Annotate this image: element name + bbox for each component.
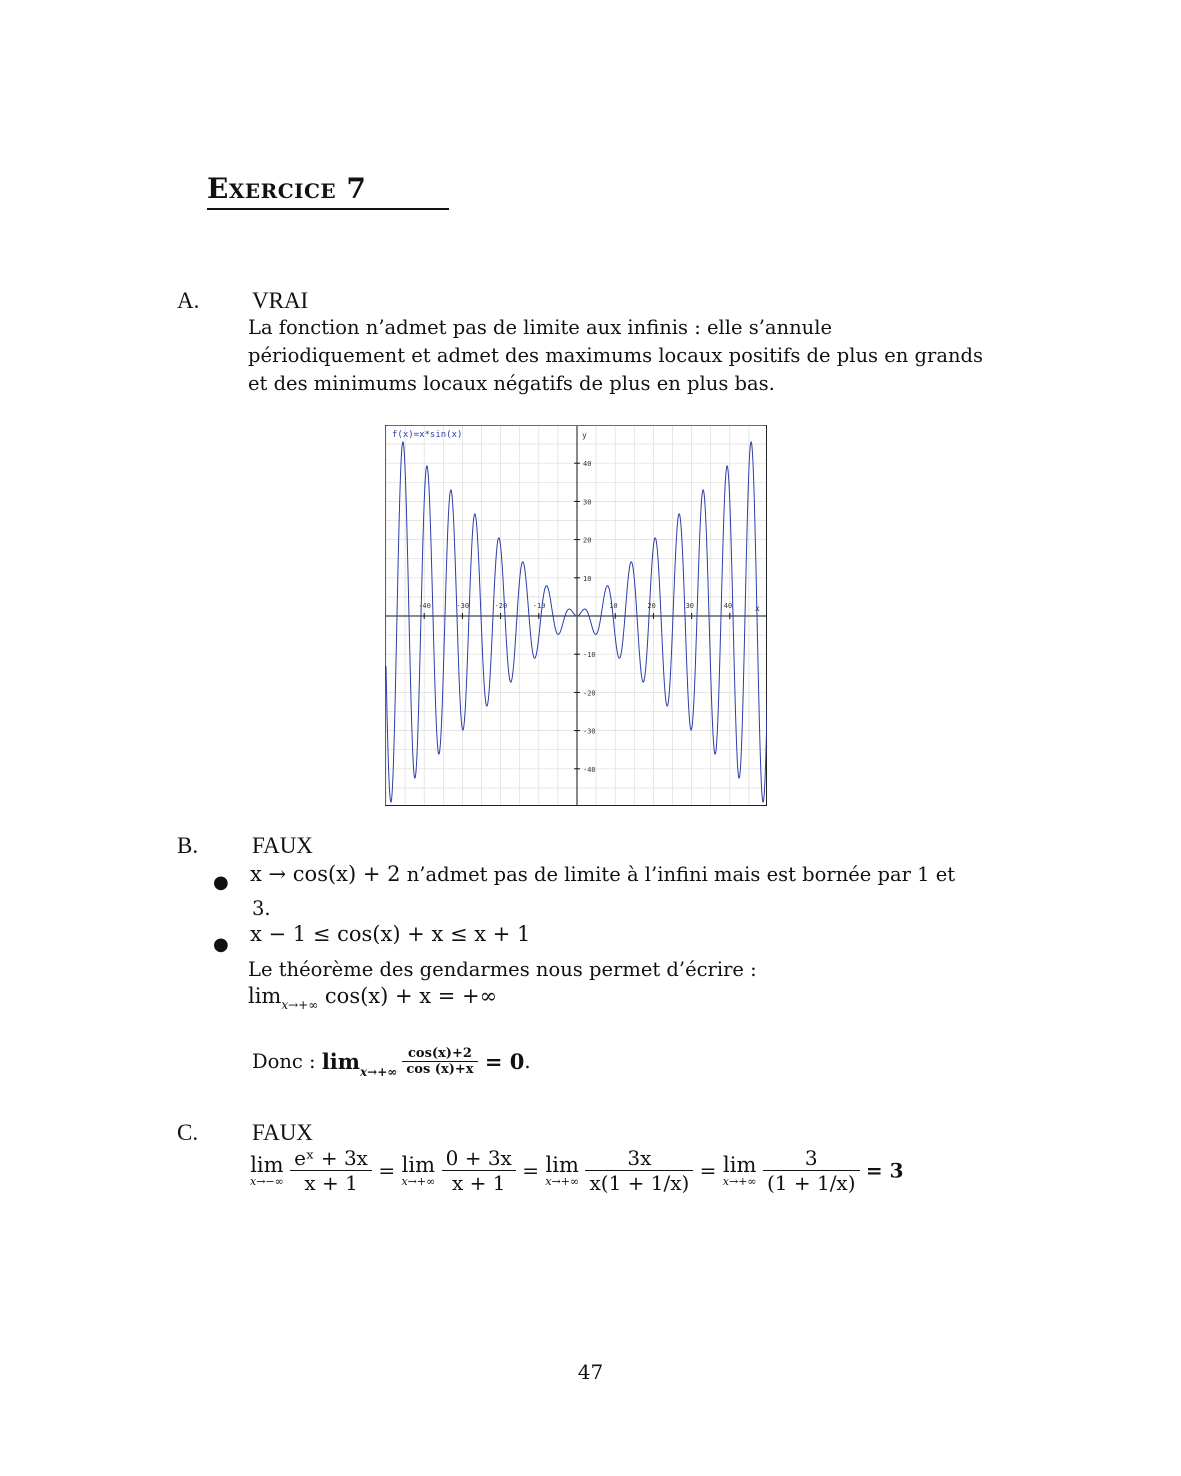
- function-plot: [385, 425, 767, 806]
- fraction-numerator: eˣ + 3x: [290, 1146, 372, 1171]
- paragraph-line: et des minimums locaux négatifs de plus en plus bas.: [248, 372, 775, 395]
- page-number: 47: [577, 1360, 604, 1384]
- limit-chain: [250, 1146, 904, 1195]
- donc-subscript: x→+∞: [360, 1065, 398, 1079]
- fraction: [763, 1146, 860, 1195]
- fraction: [585, 1146, 693, 1195]
- x-tick-label: 10: [609, 602, 618, 610]
- donc-period: .: [524, 1050, 531, 1073]
- lim-block: [401, 1154, 435, 1188]
- equals-sign: =: [378, 1158, 396, 1183]
- fraction: [442, 1146, 516, 1195]
- lim-block: [723, 1154, 757, 1188]
- section-a-verdict: VRAI: [252, 288, 309, 313]
- lim-subscript: x→+∞: [401, 1174, 436, 1188]
- section-c-letter: C.: [177, 1120, 199, 1145]
- x-tick-label: 40: [723, 602, 733, 610]
- donc-result: = 0: [477, 1049, 525, 1074]
- lim-word: lim: [248, 984, 282, 1008]
- section-b-verdict: FAUX: [252, 833, 313, 858]
- section-a-paragraph: [248, 314, 988, 398]
- fraction-denominator: x + 1: [304, 1171, 358, 1195]
- bullet2-inequality: x − 1 ≤ cos(x) + x ≤ x + 1: [250, 922, 531, 946]
- lim-word: lim: [401, 1152, 436, 1177]
- lim-subscript: x→+∞: [545, 1174, 580, 1188]
- y-axis-label: y: [582, 431, 587, 440]
- fraction-numerator: 0 + 3x: [442, 1146, 516, 1171]
- fraction-denominator: x + 1: [451, 1171, 506, 1195]
- lim-word: lim: [723, 1152, 757, 1177]
- x-tick-label: 20: [647, 602, 656, 610]
- y-tick-label: -10: [583, 651, 596, 660]
- donc-label: Donc :: [252, 1050, 322, 1073]
- x-tick-label: 30: [685, 602, 695, 610]
- section-c-verdict: FAUX: [252, 1120, 313, 1145]
- lim-block: [250, 1154, 284, 1188]
- fraction-denominator: (1 + 1/x): [766, 1171, 856, 1195]
- equals-sign: =: [699, 1158, 717, 1183]
- lim-subscript: x→+∞: [722, 1174, 757, 1188]
- x-tick-label: -10: [532, 602, 546, 610]
- paragraph-line: périodiquement et admet des maximums locaux positifs de plus en grands: [248, 344, 984, 367]
- lim-subscript: x→+∞: [281, 998, 319, 1012]
- bullet1-line: [250, 862, 955, 886]
- y-tick-label: 10: [583, 574, 592, 583]
- y-tick-label: -20: [583, 689, 596, 698]
- donc-line: [252, 1046, 531, 1079]
- fraction-numerator: 3: [763, 1146, 860, 1171]
- fraction-denominator: x(1 + 1/x): [589, 1171, 690, 1195]
- exercise-title: Exercice 7: [207, 172, 449, 210]
- bullet1-continuation: 3.: [252, 897, 271, 920]
- donc-fraction: [402, 1046, 477, 1077]
- y-tick-label: 40: [583, 460, 592, 469]
- bullet1-text: n’admet pas de limite à l’infini mais est bornée par 1 et: [400, 863, 956, 886]
- y-tick-label: -40: [583, 765, 596, 774]
- lim-subscript: x→−∞: [250, 1174, 284, 1188]
- donc-lim: lim: [321, 1049, 361, 1074]
- plot-title: f(x)=x*sin(x): [392, 430, 463, 440]
- paragraph-line: La fonction n’admet pas de limite aux infinis : elle s’annule: [248, 316, 833, 339]
- x-tick-label: -20: [494, 602, 508, 610]
- bullet1-math: x → cos(x) + 2: [250, 862, 401, 886]
- x-tick-label: -30: [456, 602, 470, 610]
- fraction: [290, 1146, 372, 1195]
- lim-word: lim: [545, 1152, 579, 1177]
- x-axis-label: x: [755, 604, 760, 613]
- lim-expression: cos(x) + x = +∞: [318, 984, 498, 1008]
- fraction-numerator: 3x: [585, 1146, 693, 1171]
- section-a-letter: A.: [177, 288, 200, 313]
- fraction-numerator: cos(x)+2: [402, 1046, 477, 1062]
- final-result: = 3: [865, 1158, 904, 1183]
- y-tick-label: 20: [583, 536, 592, 545]
- fraction-denominator: cos (x)+x: [406, 1062, 474, 1077]
- section-b-letter: B.: [177, 833, 199, 858]
- y-tick-label: -30: [583, 727, 596, 736]
- bullet-dot: ●: [213, 934, 229, 955]
- y-tick-label: 30: [583, 498, 592, 507]
- bullet-dot: ●: [213, 872, 229, 893]
- equals-sign: =: [522, 1158, 539, 1183]
- gendarmes-text: Le théorème des gendarmes nous permet d’écrire :: [248, 958, 757, 981]
- x-tick-label: -40: [418, 602, 431, 610]
- limit-statement: [248, 984, 497, 1012]
- lim-block: [545, 1154, 579, 1188]
- lim-word: lim: [250, 1152, 284, 1177]
